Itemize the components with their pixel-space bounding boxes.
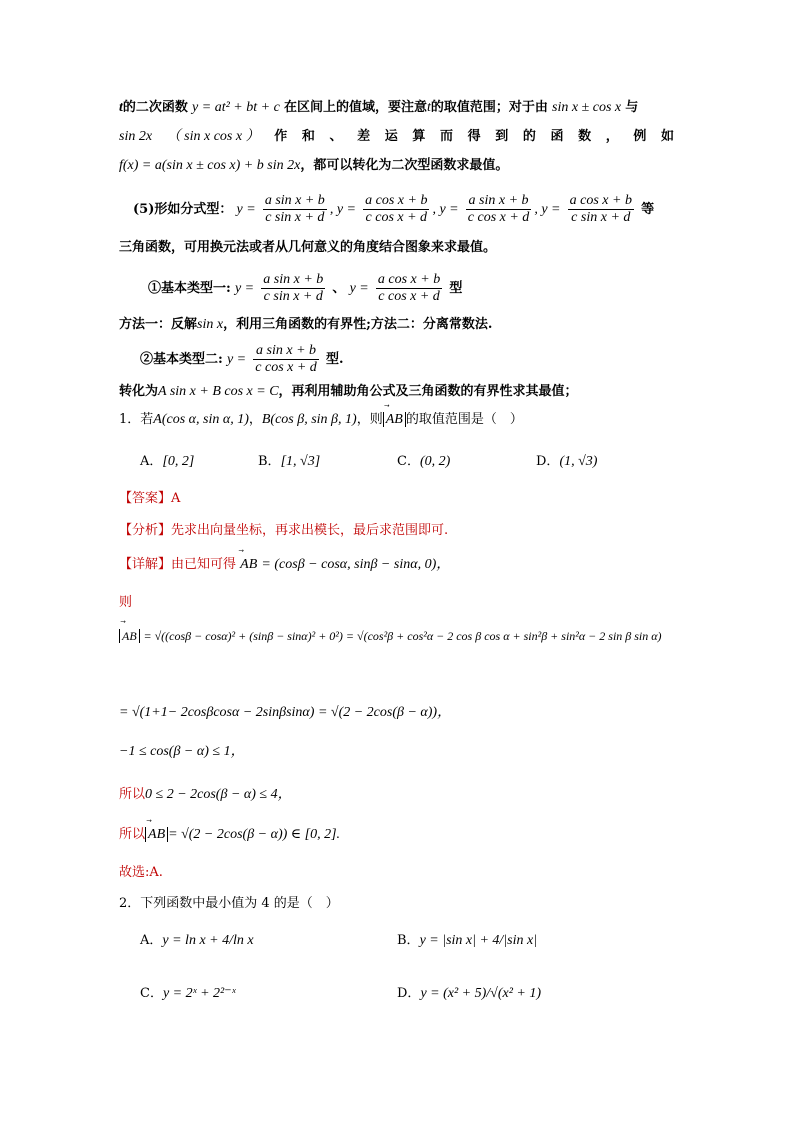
- method-text: ，利用三角函数的有界性;方法二：分离常数法.: [223, 317, 493, 332]
- q2-option-b[interactable]: B．y = |sin x| + 4/|sin x|: [397, 933, 538, 948]
- type-2-row: ②基本类型二: y = $\frac{\text{a sin x + b}}{\text{c cos x + d}}$ 型.: [140, 343, 344, 375]
- analysis-text: 先求出向量坐标，再求出模长，最后求范围即可.: [171, 523, 449, 538]
- equation-2: [119, 704, 451, 722]
- formula-aux: A sin x + B cos x = C: [158, 384, 279, 399]
- intro-text: ，都可以转化为二次型函数求最值。: [300, 158, 509, 173]
- type-1-label: ①基本类型一:: [148, 281, 231, 296]
- section-5-row: (5)形如分式型： y = $\frac{\text{a sin x + b}}{\text{c sin x + d}}$ , y = $\frac{\text{a cos x + b}}{\text{c cos x + d}}$ , y = $\frac{\text{a sin x + b}}{\text{c cos x + d}}$ , y = $\frac{\text{a cos x + b}}{\text{c sin x + d}}$ 等: [133, 193, 655, 225]
- word: 运: [384, 129, 398, 144]
- point-a: A(cos α, sin α, 1): [153, 412, 249, 427]
- intro-text: 的二次函数: [122, 100, 188, 115]
- formula-fx: f(x) = a(sin x ± cos x) + b sin 2x: [119, 158, 301, 173]
- intro-text: 在区间上的值域，要注意: [283, 100, 427, 115]
- q2-option-c[interactable]: C．y = 2ˣ + 2²⁻ˣ: [140, 986, 236, 1001]
- type-2-label: ②基本类型二:: [140, 352, 223, 367]
- equation-body: −1 ≤ cos(β − α) ≤ 1，: [119, 744, 245, 759]
- intro-line-3: [119, 157, 508, 175]
- word: 数: [578, 129, 592, 144]
- analysis-row: [119, 522, 448, 540]
- section-5-label: (5)形如分式型：: [133, 202, 233, 217]
- analysis-label: 【分析】: [119, 523, 172, 538]
- fraction: $\frac{\text{a cos x + b}}{\text{c cos x + d}}$: [377, 272, 441, 304]
- equation-body: = √(2 − 2cos(β − α)) ∈ [0, 2].: [168, 827, 341, 842]
- detail-label: 【详解】: [119, 557, 172, 572]
- word: 如: [660, 129, 674, 144]
- vector-ab: ⃗ AB: [240, 556, 257, 574]
- detail-row: [119, 556, 450, 574]
- intro-line-1: [119, 99, 638, 117]
- word: 而: [439, 129, 453, 144]
- var-t: t: [119, 100, 123, 115]
- suffix-text: 型.: [325, 352, 344, 367]
- so-text: 所以: [119, 827, 146, 842]
- question-number: 1．若: [119, 412, 154, 427]
- convert-text: 转化为: [119, 384, 159, 399]
- fraction: $\frac{\text{a sin x + b}}{\text{c cos x + d}}$: [255, 343, 317, 375]
- vector-ab-abs: ⃗ AB: [383, 412, 406, 427]
- formula-sin2x: sin 2x: [119, 129, 153, 144]
- word: 作: [274, 129, 288, 144]
- fraction: $\frac{\text{a sin x + b}}{\text{c sin x + d}}$: [263, 272, 324, 304]
- quadratic-formula: y = at² + bt + c: [192, 100, 280, 115]
- method-text: 方法一：反解: [119, 317, 198, 332]
- option-c[interactable]: C．(0, 2): [397, 454, 451, 469]
- word: 得: [467, 129, 481, 144]
- answer-label: 【答案】: [119, 491, 172, 506]
- fraction: $\frac{\text{a sin x + b}}{\text{c cos x + d}}$: [467, 193, 530, 225]
- detail-formula: = (cosβ − cosα, sinβ − sinα, 0)，: [261, 557, 451, 572]
- option-a[interactable]: A．[0, 2]: [140, 454, 195, 469]
- so-text: 所以: [119, 787, 146, 802]
- intro-text: 的取值范围；对于由: [430, 100, 548, 115]
- equation-3: [119, 743, 245, 761]
- point-b: B(cos β, sin β, 1): [261, 412, 357, 427]
- question-1: 1．若A(cos α, sin α, 1)，B(cos β, sin β, 1)，则⃗ AB 的取值范围是（ ）: [119, 411, 523, 429]
- option-b[interactable]: B．[1, √3]: [258, 454, 321, 469]
- q2-option-d[interactable]: D．y = (x² + 5)/√(x² + 1): [397, 986, 542, 1001]
- method-row: [119, 316, 492, 334]
- equation-4: [119, 786, 292, 804]
- type-1-row: ①基本类型一: y = $\frac{\text{a sin x + b}}{\text{c sin x + d}}$ 、 y = $\frac{\text{a cos x + b}}{\text{c cos x + d}}$ 型: [148, 272, 463, 304]
- question-2: 2．下列函数中最小值为 4 的是（ ）: [119, 896, 339, 911]
- word: 和: [301, 129, 315, 144]
- word: 函: [550, 129, 564, 144]
- formula-sin-cos: sin x ± cos x: [552, 100, 622, 115]
- separator: 、: [332, 281, 346, 296]
- fraction: $\frac{\text{a cos x + b}}{\text{c sin x + d}}$: [569, 193, 632, 225]
- vector-ab-abs: ⃗ AB: [119, 629, 140, 643]
- suffix-text: 等: [641, 202, 655, 217]
- word: 到: [495, 129, 509, 144]
- vector-ab-abs: ⃗ AB: [145, 827, 168, 842]
- equation-body: = √((cosβ − cosα)² + (sinβ − sinα)² + 0²) = √(cos²β + cos²α − 2 cos β cos α + sin²β + sin²α − 2 sin β sin α): [143, 629, 662, 643]
- word: 例: [633, 129, 647, 144]
- equation-5: [119, 826, 340, 844]
- var-t: t: [426, 100, 431, 115]
- word: 的: [522, 129, 536, 144]
- equation-body: 0 ≤ 2 − 2cos(β − α) ≤ 4，: [145, 787, 292, 802]
- q2-option-a[interactable]: A．y = ln x + 4/ln x: [140, 933, 254, 948]
- fraction: $\frac{\text{a sin x + b}}{\text{c sin x + d}}$: [264, 193, 325, 225]
- equation-body: = √(1+1− 2cosβcosα − 2sinβsinα) = √(2 − 2cos(β − α))，: [119, 705, 452, 720]
- option-d[interactable]: D．(1, √3): [536, 454, 598, 469]
- convert-text: ，再利用辅助角公式及三角函数的有界性求其最值；: [278, 384, 578, 399]
- word: ，: [605, 129, 619, 144]
- choose-text: 故选:A.: [119, 865, 163, 880]
- paren-formula: （ sin x cos x ）: [166, 129, 260, 144]
- intro-line-2: [119, 128, 674, 146]
- suffix-text: 型: [449, 281, 463, 296]
- detail-text: 由已知可得: [171, 557, 237, 572]
- word: 算: [412, 129, 426, 144]
- formula-sinx: sin x: [197, 317, 224, 332]
- then-text: 则: [119, 595, 133, 610]
- word: 、: [329, 129, 343, 144]
- word: 差: [357, 129, 371, 144]
- convert-row: [119, 383, 578, 401]
- section-5-desc: 三角函数，可用换元法或者从几何意义的角度结合图象来求最值。: [119, 240, 497, 255]
- intro-text: 与: [625, 100, 639, 115]
- fraction: $\frac{\text{a cos x + b}}{\text{c cos x + d}}$: [365, 193, 428, 225]
- equation-1: [119, 627, 662, 645]
- answer-row: [119, 490, 180, 508]
- answer-value: A: [171, 491, 181, 506]
- justified-row: [119, 128, 674, 146]
